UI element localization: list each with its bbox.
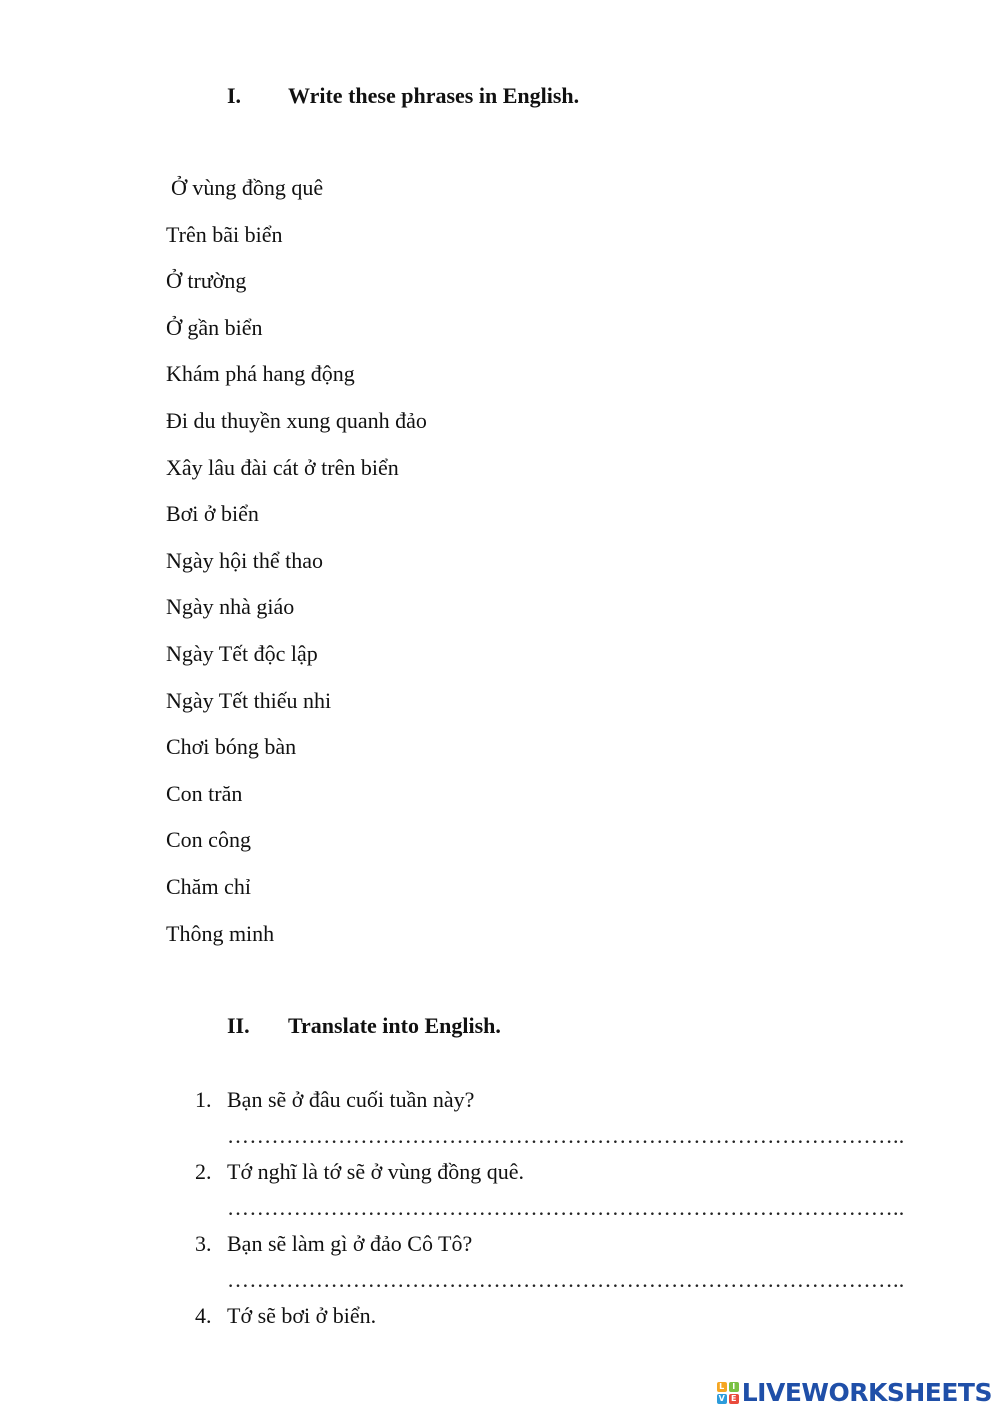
question-text: Tớ sẽ bơi ở biển.: [227, 1303, 377, 1328]
section-1-title: Write these phrases in English.: [288, 83, 580, 108]
logo-text: LIVEWORKSHEETS: [741, 1378, 992, 1407]
question-text: Bạn sẽ ở đâu cuối tuần này?: [227, 1087, 475, 1112]
phrase-item: Ngày hội thể thao: [166, 547, 324, 573]
logo-icon: [717, 1382, 739, 1404]
logo-icon-tile: V: [718, 1393, 725, 1403]
phrase-item: Con công: [166, 827, 251, 853]
phrase-item: Ở vùng đồng quê: [171, 175, 324, 200]
question-item: [195, 1231, 904, 1303]
phrase-item: Đi du thuyền xung quanh đảo: [166, 407, 427, 433]
question-number: 4.: [195, 1303, 212, 1328]
question-number: 3.: [195, 1231, 212, 1256]
logo-icon-tile: I: [729, 1382, 739, 1392]
phrase-item: Ngày Tết thiếu nhi: [166, 687, 332, 713]
question-number: 2.: [195, 1159, 212, 1184]
section-1-heading: [227, 83, 579, 109]
phrase-item: Bơi ở biển: [166, 501, 259, 527]
section-2-number: II.: [227, 1013, 250, 1038]
section-2-title: Translate into English.: [288, 1013, 501, 1038]
question-text: Bạn sẽ làm gì ở đảo Cô Tô?: [227, 1231, 473, 1256]
phrase-item: Chơi bóng bàn: [166, 734, 297, 760]
phrase-item: Ngày Tết độc lập: [166, 640, 318, 666]
answer-line[interactable]: ………………………………………………………………………………..: [227, 1195, 905, 1220]
phrase-item: Ngày nhà giáo: [166, 594, 295, 620]
liveworksheets-logo: [717, 1378, 992, 1407]
question-text: Tớ nghĩ là tớ sẽ ở vùng đồng quê.: [227, 1159, 525, 1184]
phrase-item: Trên bãi biển: [166, 221, 283, 247]
phrase-list: [166, 175, 427, 967]
logo-icon-tile: L: [717, 1382, 727, 1392]
phrase-item: Ở trường: [166, 268, 247, 294]
question-list: [195, 1087, 904, 1329]
phrase-item: Khám phá hang động: [166, 361, 355, 387]
answer-line[interactable]: ………………………………………………………………………………..: [227, 1123, 905, 1148]
phrase-item: Ở gần biển: [166, 314, 263, 340]
phrase-item: Xây lâu đài cát ở trên biển: [166, 454, 399, 480]
logo-icon-tile: E: [729, 1394, 739, 1404]
question-item: [195, 1303, 904, 1329]
section-1-number: I.: [227, 83, 242, 108]
question-item: [195, 1087, 904, 1159]
phrase-item: Con trăn: [166, 780, 243, 806]
phrase-item: Chăm chỉ: [166, 873, 251, 899]
question-number: 1.: [195, 1087, 212, 1112]
question-item: [195, 1159, 904, 1231]
section-2-heading: [227, 1013, 501, 1039]
phrase-item: Thông minh: [166, 920, 275, 946]
answer-line[interactable]: ………………………………………………………………………………..: [227, 1267, 905, 1292]
